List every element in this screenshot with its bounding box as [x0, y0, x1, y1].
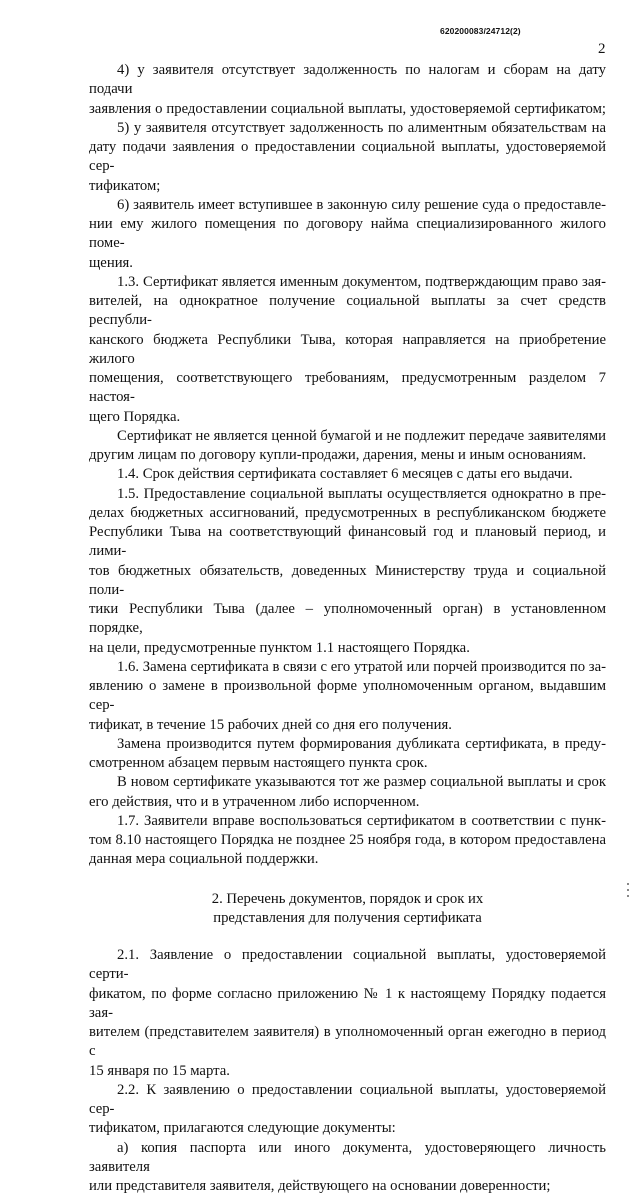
text-line: смотренном абзацем первым настоящего пункта срок. — [89, 755, 428, 771]
document-body — [89, 61, 606, 1196]
page-number: 2 — [598, 41, 606, 57]
text-line: 1.3. Сертификат является именным документом, подтверждающим право зая- — [117, 273, 606, 290]
text-line: щего Порядка. — [89, 408, 181, 425]
text-line: 1.5. Предоставление социальной выплаты осуществляется однократно в пре- — [117, 485, 606, 502]
document-id: 620200083/24712(2) — [440, 26, 521, 36]
text-line: фикатом, по форме согласно приложению № 1 к настоящему Порядку подается зая- — [89, 985, 606, 1021]
text-line: тификатом; — [89, 177, 161, 194]
text-line: дату подачи заявления о предоставлении социальной выплаты, удостоверяемой сер- — [89, 139, 606, 175]
text-line: а) копия паспорта или иного документа, удостоверяющего личность заявителя — [89, 1139, 606, 1175]
text-line: 1.4. Срок действия сертификата составляет 6 месяцев с даты его выдачи. — [117, 466, 573, 483]
text-line: его действия, что и в утраченном либо испорченном. — [89, 793, 420, 810]
section-heading-line: представления для получения сертификата — [213, 909, 482, 926]
text-line: канского бюджета Республики Тыва, которая направляется на приобретение жилого — [89, 331, 606, 367]
text-line: на цели, предусмотренные пунктом 1.1 настоящего Порядка. — [89, 639, 470, 656]
text-line: данная мера социальной поддержки. — [89, 851, 319, 868]
text-line: тификатом, прилагаются следующие документы: — [89, 1120, 396, 1137]
text-line: 1.7. Заявители вправе воспользоваться сертификатом в соответствии с пунк- — [117, 812, 606, 829]
spacer — [89, 870, 606, 890]
text-line: вителей, на однократное получение социальной выплаты за счет средств республи- — [89, 293, 606, 329]
text-line: 5) у заявителя отсутствует задолженность по алиментным обязательствам на — [117, 119, 606, 136]
spacer — [89, 928, 606, 946]
text-line: 6) заявитель имеет вступившее в законную силу решение суда о предоставле- — [117, 196, 606, 213]
text-line: том 8.10 настоящего Порядка не позднее 25 ноября года, в котором предоставлена — [89, 832, 606, 848]
scan-mark — [627, 889, 629, 891]
text-line: 4) у заявителя отсутствует задолженность по налогам и сборам на дату подачи — [89, 62, 606, 98]
text-line: тификат, в течение 15 рабочих дней со дня его получения. — [89, 716, 452, 733]
text-line: 1.6. Замена сертификата в связи с его утратой или порчей производится по за- — [117, 658, 606, 675]
scan-mark — [627, 883, 629, 885]
text-line: тики Республики Тыва (далее – уполномоченный орган) в установленном порядке, — [89, 601, 606, 637]
text-line: вителем (представителем заявителя) в уполномоченный орган ежегодно в период с — [89, 1024, 606, 1060]
text-line: 15 января по 15 марта. — [89, 1062, 230, 1079]
text-line: В новом сертификате указываются тот же размер социальной выплаты и срок — [117, 774, 606, 791]
text-line: нии ему жилого помещения по договору найма специализированного жилого поме- — [89, 216, 606, 252]
text-line: Сертификат не является ценной бумагой и не подлежит передаче заявителями — [117, 427, 606, 444]
text-line: тов бюджетных обязательств, доведенных Министерству труда и социальной поли- — [89, 562, 606, 598]
text-line: Замена производится путем формирования дубликата сертификата, в преду- — [117, 735, 606, 752]
text-line: заявления о предоставлении социальной выплаты, удостоверяемой сертификатом; — [89, 100, 606, 117]
text-line: 2.2. К заявлению о предоставлении социальной выплаты, удостоверяемой сер- — [89, 1081, 606, 1117]
text-line: помещения, соответствующего требованиям, предусмотренным разделом 7 настоя- — [89, 370, 606, 406]
scan-mark — [627, 895, 629, 897]
text-line: явлению о замене в произвольной форме уполномоченным органом, выдавшим сер- — [89, 678, 606, 714]
text-line: Республики Тыва на соответствующий финансовый год и плановый период, и лими- — [89, 524, 606, 560]
text-line: другим лицам по договору купли-продажи, дарения, мены и иным основаниям. — [89, 447, 587, 463]
text-line: или представителя заявителя, действующего на основании доверенности; — [89, 1178, 551, 1194]
text-line: щения. — [89, 254, 133, 271]
text-line: 2.1. Заявление о предоставлении социальной выплаты, удостоверяемой серти- — [89, 947, 606, 983]
section-heading-line: 2. Перечень документов, порядок и срок их — [211, 890, 484, 907]
text-line: делах бюджетных ассигнований, предусмотренных в республиканском бюджете — [89, 504, 606, 521]
